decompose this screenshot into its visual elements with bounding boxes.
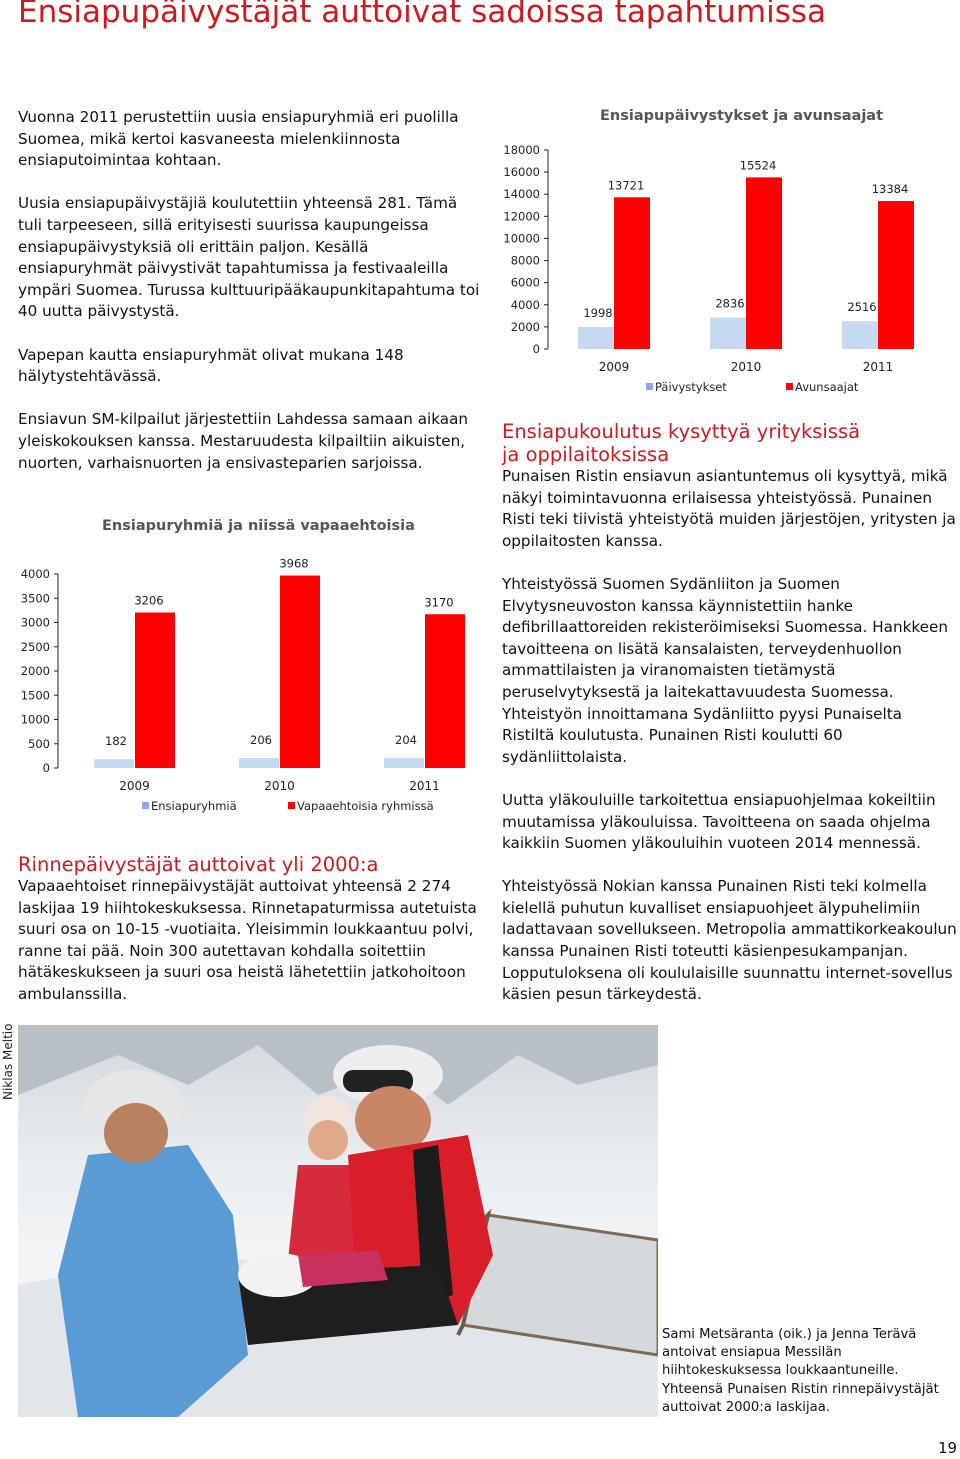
x-tick-label: 2010 xyxy=(264,779,295,793)
data-label: 182 xyxy=(105,734,127,749)
ski-rescue-photo xyxy=(18,1025,658,1417)
koulutus-heading-line1: Ensiapukoulutus kysyttyä yrityksissä xyxy=(502,420,861,443)
bar-series2 xyxy=(746,177,782,349)
bar-series2 xyxy=(280,576,320,768)
right-column xyxy=(502,420,957,1027)
y-tick-label: 1500 xyxy=(20,688,50,703)
x-tick-label: 2011 xyxy=(409,779,440,793)
y-tick-label: 2000 xyxy=(20,664,50,678)
paragraph: Ensiavun SM-kilpailut järjestettiin Lahdessa samaan aikaan yleiskokouksen kanssa. Mestaruudesta kilpailtiin aikuisten, nuorten, varhaisnuorten ja ensivasteparien sarjoissa. xyxy=(18,410,469,472)
legend-label: Päivystykset xyxy=(655,380,727,394)
legend-swatch xyxy=(142,802,149,809)
data-label: 204 xyxy=(395,733,417,748)
paragraph: Yhteistyössä Nokian kanssa Punainen Risti teki kolmella kielellä puhutun kuvalliset ensiapuohjeet älypuhelimiin ladattavaan sovellukseen. Metropolia ammattikorkeakoulun kanssa Punainen Risti toteutti käsienpesukampanjan. Lopputuloksena oli koululaisille suunnattu internet-sovellus käsien pesun tärkeydestä. xyxy=(502,877,957,1004)
x-tick-label: 2010 xyxy=(730,360,762,374)
x-tick-label: 2009 xyxy=(598,360,630,374)
data-label: 15524 xyxy=(739,158,777,173)
koulutus-heading-line2: ja oppilaitoksissa xyxy=(502,443,670,466)
y-tick-label: 12000 xyxy=(503,209,540,224)
y-tick-label: 18000 xyxy=(503,143,540,157)
legend-swatch xyxy=(646,383,653,390)
y-tick-label: 0 xyxy=(42,761,50,775)
legend-swatch xyxy=(288,802,295,809)
y-tick-label: 8000 xyxy=(510,253,540,268)
chart1-title: Ensiapupäivystykset ja avunsaajat xyxy=(600,108,884,124)
y-tick-label: 6000 xyxy=(510,275,540,290)
bar-series1 xyxy=(710,318,746,349)
chart-ensiapuryhmat-vapaaehtoiset xyxy=(18,550,488,818)
data-label: 13384 xyxy=(871,182,909,197)
page-number: 19 xyxy=(938,1439,958,1457)
y-tick-label: 10000 xyxy=(503,231,540,246)
legend-label: Vapaaehtoisia ryhmissä xyxy=(297,799,434,813)
paragraph: Yhteistyössä Suomen Sydänliiton ja Suomen Elvytysneuvoston kanssa käynnistettiin hanke defibrillaattoreiden rekisteröimiseksi Suomessa. Hankkeen tavoitteena on lisätä kansalaisten, terveydenhuollon ammattilaisten ja viranomaisten tietämystä peruselvytyksestä ja laitekattavuudesta Suomessa. Yhteistyön innoittamana Sydänliitto pyysi Punaiselta Ristiltä koulutusta. Punainen Risti koulutti 60 sydänliittolaista. xyxy=(502,574,948,766)
rinne-body: Vapaaehtoiset rinnepäivystäjät auttoivat yhteensä 2 274 laskijaa 19 hiihtokeskuksessa. Rinnetapaturmissa autetuista suuri osa on 10-15 -vuotiaita. Yleisimmin loukkaantuu polvi, ranne tai pää. Noin 300 autettavan kohdalla soitettiin hätäkeskukseen ja suuri osa heistä lähetettiin jatkohoitoon ambulanssilla. xyxy=(18,877,477,1003)
paragraph: Vapepan kautta ensiapuryhmät olivat mukana 148 hälytystehtävässä. xyxy=(18,345,404,386)
bar-series1 xyxy=(239,758,279,768)
data-label: 13721 xyxy=(607,178,645,193)
data-label: 2836 xyxy=(715,296,745,311)
data-label: 2516 xyxy=(847,300,877,315)
legend-label: Avunsaajat xyxy=(795,380,859,394)
bar-series2 xyxy=(614,197,650,349)
rinne-heading: Rinnepäivystäjät auttoivat yli 2000:a xyxy=(18,853,379,876)
paragraph: Uusia ensiapupäivystäjiä koulutettiin yhteensä 281. Tämä tuli tarpeeseen, sillä erityisesti suurissa kaupungeissa ensiapupäivystyksiä oli erittäin paljon. Kesällä ensiapuryhmät päivystivät tapahtumissa ja festivaaleilla ympäri Suomea. Turussa kulttuuripääkaupunkitapahtuma toi 40 uutta päivystystä. xyxy=(18,194,480,321)
bar-series1 xyxy=(842,321,878,349)
data-label: 3206 xyxy=(134,593,164,608)
y-tick-label: 0 xyxy=(532,342,540,356)
y-tick-label: 2500 xyxy=(20,639,50,654)
legend-swatch xyxy=(786,383,793,390)
chart2-title: Ensiapuryhmiä ja niissä vapaaehtoisia xyxy=(102,518,415,534)
y-tick-label: 14000 xyxy=(503,187,540,202)
y-tick-label: 3500 xyxy=(20,591,50,606)
page-title: Ensiapupäivystäjät auttoivat sadoissa tapahtumissa xyxy=(18,0,827,30)
koulutus-heading xyxy=(502,420,957,466)
legend-label: Ensiapuryhmiä xyxy=(151,799,237,813)
photo-caption: Sami Metsäranta (oik.) ja Jenna Terävä antoivat ensiapua Messilän hiihtokeskuksessa loukkaantuneille. Yhteensä Punaisen Ristin rinnepäivystäjät auttoivat 2000:a laskijaa. xyxy=(662,1327,939,1415)
photo-credit: Niklas Meltio xyxy=(1,1023,15,1100)
y-tick-label: 1000 xyxy=(20,712,50,727)
paragraph: Vuonna 2011 perustettiin uusia ensiapuryhmiä eri puolilla Suomea, mikä kertoi kasvaneesta mielenkiinnosta ensiaputoimintaa kohtaan. xyxy=(18,108,459,170)
bar-series1 xyxy=(94,759,134,768)
rinne-section xyxy=(18,853,480,1027)
bar-series2 xyxy=(878,201,914,349)
bar-series1 xyxy=(384,758,424,768)
bar-series1 xyxy=(578,327,614,349)
y-tick-label: 2000 xyxy=(510,319,540,334)
y-tick-label: 4000 xyxy=(20,567,50,581)
chart-paivystykset-avunsaajat xyxy=(500,130,940,400)
y-tick-label: 4000 xyxy=(510,297,540,312)
bar-series2 xyxy=(425,614,465,768)
y-tick-label: 3000 xyxy=(20,615,50,630)
left-column xyxy=(18,107,480,496)
data-label: 1998 xyxy=(583,305,613,320)
x-tick-label: 2009 xyxy=(119,779,150,793)
paragraph: Punaisen Ristin ensiavun asiantuntemus oli kysyttyä, mikä näkyi toimintavuonna erilaisessa yhteistyössä. Punainen Risti teki tiivistä yhteistyötä muiden järjestöjen, yritysten ja oppilaitosten kanssa. xyxy=(502,467,956,550)
y-tick-label: 16000 xyxy=(503,165,540,180)
data-label: 206 xyxy=(250,733,272,748)
y-tick-label: 500 xyxy=(28,736,50,751)
data-label: 3968 xyxy=(279,556,309,571)
data-label: 3170 xyxy=(424,595,454,610)
x-tick-label: 2011 xyxy=(862,360,894,374)
paragraph: Uutta yläkouluille tarkoitettua ensiapuohjelmaa kokeiltiin muutamissa yläkouluissa. Tavoitteena on saada ohjelma kaikkiin Suomen yläkouluihin vuoteen 2014 mennessä. xyxy=(502,790,936,853)
bar-series2 xyxy=(135,613,175,768)
